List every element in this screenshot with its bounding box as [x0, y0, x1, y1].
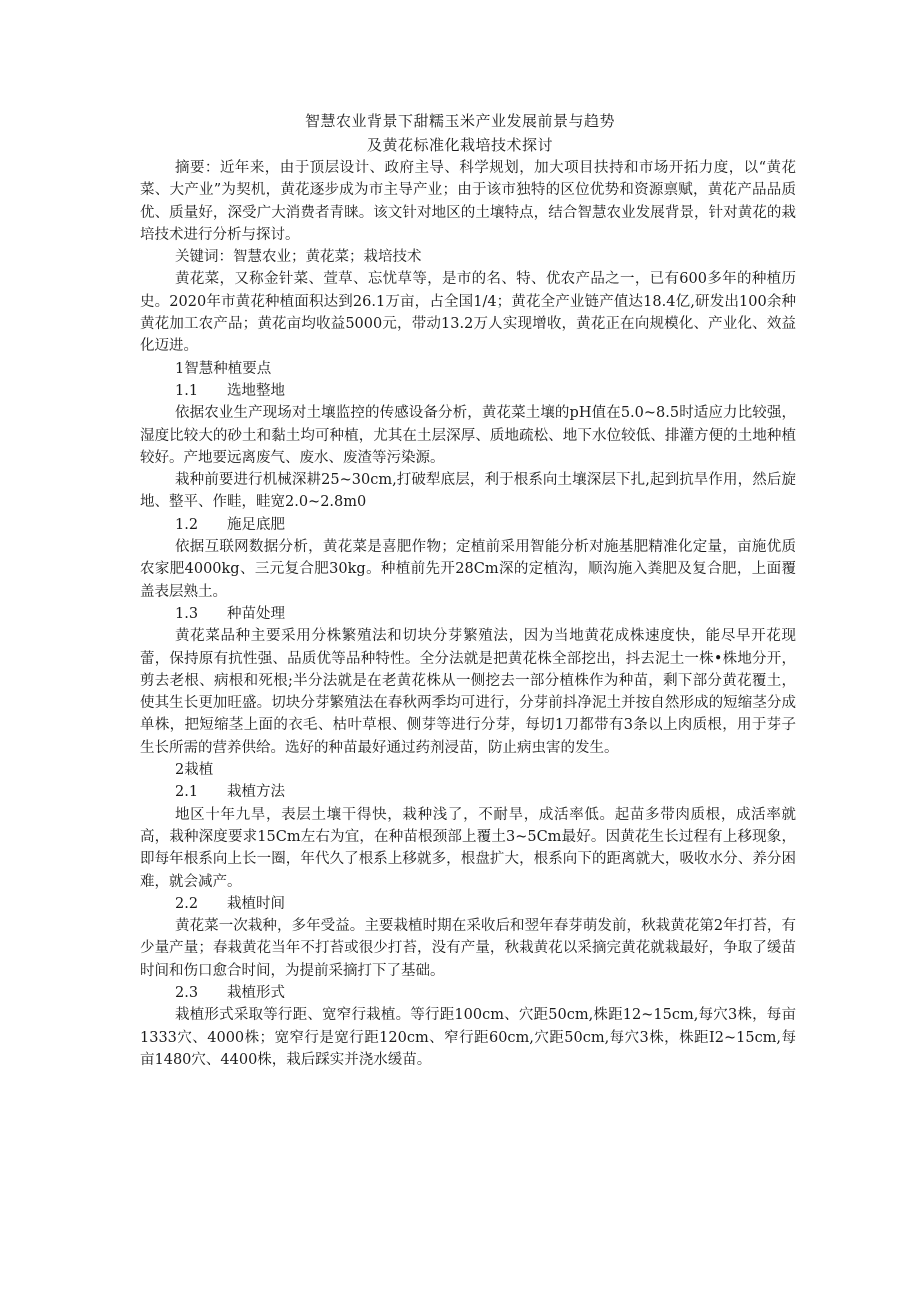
- subsection-number: 1.1: [175, 382, 199, 399]
- intro-paragraph: 黄花菜，又称金针菜、萱草、忘忧草等，是市的名、特、优农产品之一，已有600多年的种植历史。2020年市黄花种植面积达到26.1万亩，占全国1/4；黄花全产业链产值达18.4亿,研发出100余种黄花加工农产品；黄花亩均收益5000元，带动13.2万人实现增收，黄花正在向规模化、产业化、效益化迈进。: [140, 271, 796, 355]
- subsection-number: 2.1: [175, 784, 199, 801]
- paragraph-1-1-b: 栽种前要进行机械深耕25~30cm,打破犁底层，利于根系向土壤深层下扎,起到抗旱作用，然后旋地、整平、作畦，畦宽2.0~2.8m0: [140, 472, 796, 511]
- section-2-heading: 2栽植: [175, 762, 214, 779]
- subsection-title: 施足底肥: [227, 516, 285, 533]
- subsection-1-1-heading: [140, 380, 796, 402]
- subsection-number: 2.2: [175, 895, 199, 912]
- subsection-number: 2.3: [175, 984, 199, 1001]
- subsection-number: 1.3: [175, 605, 199, 622]
- abstract-paragraph: 摘要：近年来，由于顶层设计、政府主导、科学规划，加大项目扶持和市场开拓力度，以“黄花菜、大产业”为契机，黄花逐步成为市主导产业；由于该市独特的区位优势和资源禀赋，黄花产品品质优、质量好，深受广大消费者青睐。该文针对地区的土壤特点，结合智慧农业发展背景，针对黄花的栽培技术进行分析与探讨。: [140, 160, 796, 243]
- subsection-2-1-heading: [140, 781, 796, 803]
- keywords-line: 关键词：智慧农业；黄花菜；栽培技术: [175, 249, 422, 266]
- document-body: [140, 157, 796, 1071]
- paragraph-1-2: 依据互联网数据分析，黄花菜是喜肥作物；定植前采用智能分析对施基肥精准化定量，亩施优质农家肥4000kg、三元复合肥30kg。种植前先开28Cm深的定植沟，顺沟施入粪肥及复合肥，上面覆盖表层熟土。: [140, 539, 796, 600]
- document-title-line-2: 及黄花标准化栽培技术探讨: [366, 136, 553, 154]
- subsection-2-2-heading: [140, 893, 796, 915]
- subsection-title: 种苗处理: [227, 605, 285, 622]
- paragraph-2-2: 黄花菜一次栽种，多年受益。主要栽植时期在采收后和翌年春芽萌发前，秋栽黄花第2年打苔，有少量产量；春栽黄花当年不打苔或很少打苔，没有产量，秋栽黄花以采摘完黄花就栽最好，争取了缓苗时间和伤口愈合时间，为提前采摘打下了基础。: [140, 918, 796, 979]
- subsection-title: 栽植形式: [227, 984, 285, 1001]
- paragraph-1-3: 黄花菜品种主要采用分株繁殖法和切块分芽繁殖法，因为当地黄花成株速度快，能尽早开花现蕾，保持原有抗性强、品质优等品种特性。全分法就是把黄花株全部挖出，抖去泥土一株•株地分开，剪去老根、病根和死根;半分法就是在老黄花株从一侧挖去一部分植株作为种苗，剩下部分黄花覆土，使其生长更加旺盛。切块分芽繁殖法在春秋两季均可进行，分芽前抖净泥土并按自然形成的短缩茎分成单株，把短缩茎上面的衣毛、枯叶草根、侧芽等进行分芽，每切1刀都带有3条以上肉质根，用于芽子生长所需的营养供给。选好的种苗最好通过药剂浸苗，防止病虫害的发生。: [140, 628, 796, 756]
- paragraph-2-1: 地区十年九旱，表层土壤干得快，栽种浅了，不耐旱，成活率低。起苗多带肉质根，成活率就高，栽种深度要求15Cm左右为宜，在种苗根颈部上覆土3~5Cm最好。因黄花生长过程有上移现象，即每年根系向上长一圈，年代久了根系上移就多，根盘扩大，根系向下的距离就大，吸收水分、养分困难，就会减产。: [140, 806, 796, 890]
- subsection-2-3-heading: [140, 982, 796, 1004]
- section-1-heading: 1智慧种植要点: [175, 360, 272, 377]
- document-title-line-1: 智慧农业背景下甜糯玉米产业发展前景与趋势: [304, 112, 615, 130]
- subsection-1-2-heading: [140, 514, 796, 536]
- subsection-title: 选地整地: [227, 382, 285, 399]
- subsection-title: 栽植时间: [227, 895, 285, 912]
- paragraph-1-1-a: 依据农业生产现场对土壤监控的传感设备分析，黄花菜土壤的pH值在5.0~8.5时适应力比较强，湿度比较大的砂土和黏土均可种植，尤其在土层深厚、质地疏松、地下水位较低、排灌方便的土地种植较好。产地要远离废气、废水、废渣等污染源。: [140, 405, 796, 466]
- subsection-title: 栽植方法: [227, 784, 285, 801]
- paragraph-2-3: 栽植形式采取等行距、宽窄行栽植。等行距100cm、穴距50cm,株距12~15cm,每穴3株，每亩1333穴、4000株；宽窄行是宽行距120cm、窄行距60cm,穴距50cm,每穴3株，株距I2~15cm,每亩1480穴、4400株，栽后踩实并浇水缓苗。: [140, 1007, 796, 1068]
- subsection-1-3-heading: [140, 603, 796, 625]
- subsection-number: 1.2: [175, 516, 199, 533]
